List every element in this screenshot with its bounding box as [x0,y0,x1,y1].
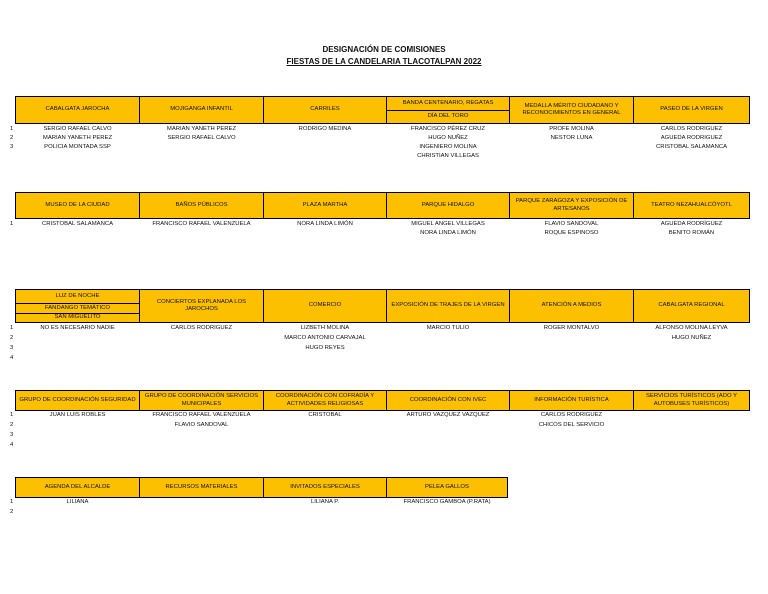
header-recursos-materiales: RECURSOS MATERIALES [139,477,264,498]
row-number: 3 [10,432,14,438]
assignee-name: FRANCISCO RAFAEL VALENZUELA [152,221,251,227]
row-number: 3 [10,144,14,150]
header-parque-hidalgo: PARQUE HIDALGO [386,192,510,219]
row-number: 2 [10,509,14,515]
header-banda-centenario: BANDA CENTENARIO, REGATAS [386,96,510,111]
assignee-name: POLICIA MONTADA SSP [44,144,111,150]
row-number: 1 [10,325,14,331]
assignee-name: LILIANA P. [310,499,340,505]
assignee-name: CRISTOBAL SALAMANCA [655,144,728,150]
row-number: 3 [10,345,14,351]
assignee-name: MIGUEL ANGEL VILLEGAS [411,221,485,227]
assignee-name: SERGIO RAFAEL CALVO [43,126,112,132]
assignee-name: ROQUE ESPINOSO [544,230,599,236]
assignee-name: CARLOS RODRIGUEZ [170,325,233,331]
document-title: DESIGNACIÓN DE COMISIONES [322,45,446,54]
assignee-name: MARIAN YANETH PEREZ [42,135,113,141]
header-servicios-turisticos: SERVICIOS TURÍSTICOS (ADO Y AUTOBUSES TURÍSTICOS) [633,390,750,411]
header-comercio: COMERCIO [263,289,387,323]
row-number: 1 [10,499,14,505]
assignee-name: RODRIGO MEDINA [298,126,352,132]
header-exposicion-trajes: EXPOSICIÓN DE TRAJES DE LA VIRGEN [386,289,510,323]
row-number: 2 [10,335,14,341]
assignee-name: FLAVIO SANDOVAL [544,221,599,227]
assignee-name: FRANCISCO GAMBOA (P.RATA) [403,499,491,505]
assignee-name: MARIAN YANETH PEREZ [166,126,237,132]
assignee-name: HUGO NUÑEZ [428,135,468,141]
header-mojiganga-infantil: MOJIGANGA INFANTIL [139,96,264,124]
row-number: 2 [10,422,14,428]
assignee-name: ALFONSO MOLINA LEYVA [655,325,728,331]
assignee-name: SERGIO RAFAEL CALVO [167,135,236,141]
header-banos-publicos: BAÑOS PÚBLICOS [139,192,264,219]
assignee-name: FRANCISCO RAFAEL VALENZUELA [152,412,251,418]
header-atencion-a-medios: ATENCIÓN A MEDIOS [509,289,634,323]
header-parque-zaragoza: PARQUE ZARAGOZA Y EXPOSICIÓN DE ARTESANOS [509,192,634,219]
assignee-name: INGENIERO MOLINA [419,144,477,150]
header-agenda-del-alcalde: AGENDA DEL ALCALDE [15,477,140,498]
header-cabalgata-jarocha: CABALGATA JAROCHA [15,96,140,124]
assignee-name: CHICOS DEL SERVICIO [538,422,605,428]
assignee-name: MARCO ANTONIO CARVAJAL [284,335,366,341]
header-san-miguelito: SAN MIGUELITO [15,313,140,323]
header-dia-del-toro: DÍA DEL TORO [386,110,510,124]
header-conciertos-explanada: CONCIERTOS EXPLANADA LOS JAROCHOS [139,289,264,323]
header-pelea-gallos: PELEA GALLOS [386,477,508,498]
assignee-name: CHRISTIAN VILLEGAS [417,153,479,159]
assignee-name: HUGO REYES [305,345,345,351]
assignee-name: LILIANA [66,499,89,505]
assignee-name: BENITO ROMÁN [668,230,715,236]
row-number: 1 [10,412,14,418]
assignee-name: MARCIO TULIO [426,325,470,331]
assignee-name: ARTURO VAZQUEZ VAZQUEZ [406,412,490,418]
header-plaza-martha: PLAZA MARTHA [263,192,387,219]
header-cabalgata-regional: CABALGATA REGIONAL [633,289,750,323]
assignee-name: AGUEDA RODRÍGUEZ [660,221,723,227]
assignee-name: NO ES NECESARIO NADIE [40,325,115,331]
assignee-name: NORA LINDA LIMÓN [420,230,476,236]
header-carriles: CARRILES [263,96,387,124]
assignee-name: CRISTOBAL [308,412,342,418]
header-paseo-de-la-virgen: PASEO DE LA VIRGEN [633,96,750,124]
header-fandango-tematico: FANDANGO TEMÁTICO [15,303,140,314]
assignee-name: CARLOS RODRIGUEZ [660,126,723,132]
assignee-name: FRANCISCO PÉREZ CRUZ [411,126,485,132]
assignee-name: HUGO NUÑEZ [671,335,712,341]
assignee-name: FLAVIO SANDOVAL [174,422,229,428]
row-number: 2 [10,135,14,141]
header-teatro-nezahualcoyotl: TEATRO NEZAHUALCÓYOTL [633,192,750,219]
header-informacion-turistica: INFORMACIÓN TURÍSTICA [509,390,634,411]
header-grupo-coordinacion-seguridad: GRUPO DE COORDINACIÓN SEGURIDAD [15,390,140,411]
assignee-name: LIZBETH MOLINA [300,325,350,331]
header-luz-de-noche: LUZ DE NOCHE [15,289,140,304]
document-subtitle: FIESTAS DE LA CANDELARIA TLACOTALPAN 2022 [286,57,482,66]
header-invitados-especiales: INVITADOS ESPECIALES [263,477,387,498]
assignee-name: ROGER MONTALVO [543,325,600,331]
assignee-name: AGUEDA RODRIGUEZ [660,135,723,141]
row-number: 1 [10,221,14,227]
assignee-name: PROFE MOLINA [549,126,594,132]
assignee-name: CARLOS RODRIGUEZ [540,412,603,418]
assignee-name: NORA LINDA LIMÓN [297,221,353,227]
row-number: 4 [10,355,14,361]
header-medalla-merito: MEDALLA MÉRITO CIUDADANO Y RECONOCIMIENTOS EN GENERAL [509,96,634,124]
header-coordinacion-cofradia: COORDINACIÓN CON COFRADÍA Y ACTIVIDADES RELIGIOSAS [263,390,387,411]
header-grupo-coordinacion-servicios: GRUPO DE COORDINACIÓN SERVICIOS MUNICIPALES [139,390,264,411]
row-number: 1 [10,126,14,132]
header-museo-de-la-ciudad: MUSEO DE LA CIUDAD [15,192,140,219]
header-coordinacion-ivec: COORDINACIÓN CON IVEC [386,390,510,411]
assignee-name: JUAN LUIS ROBLES [49,412,106,418]
assignee-name: CRISTOBAL SALAMANCA [41,221,114,227]
assignee-name: NESTOR LUNA [550,135,593,141]
row-number: 4 [10,442,14,448]
